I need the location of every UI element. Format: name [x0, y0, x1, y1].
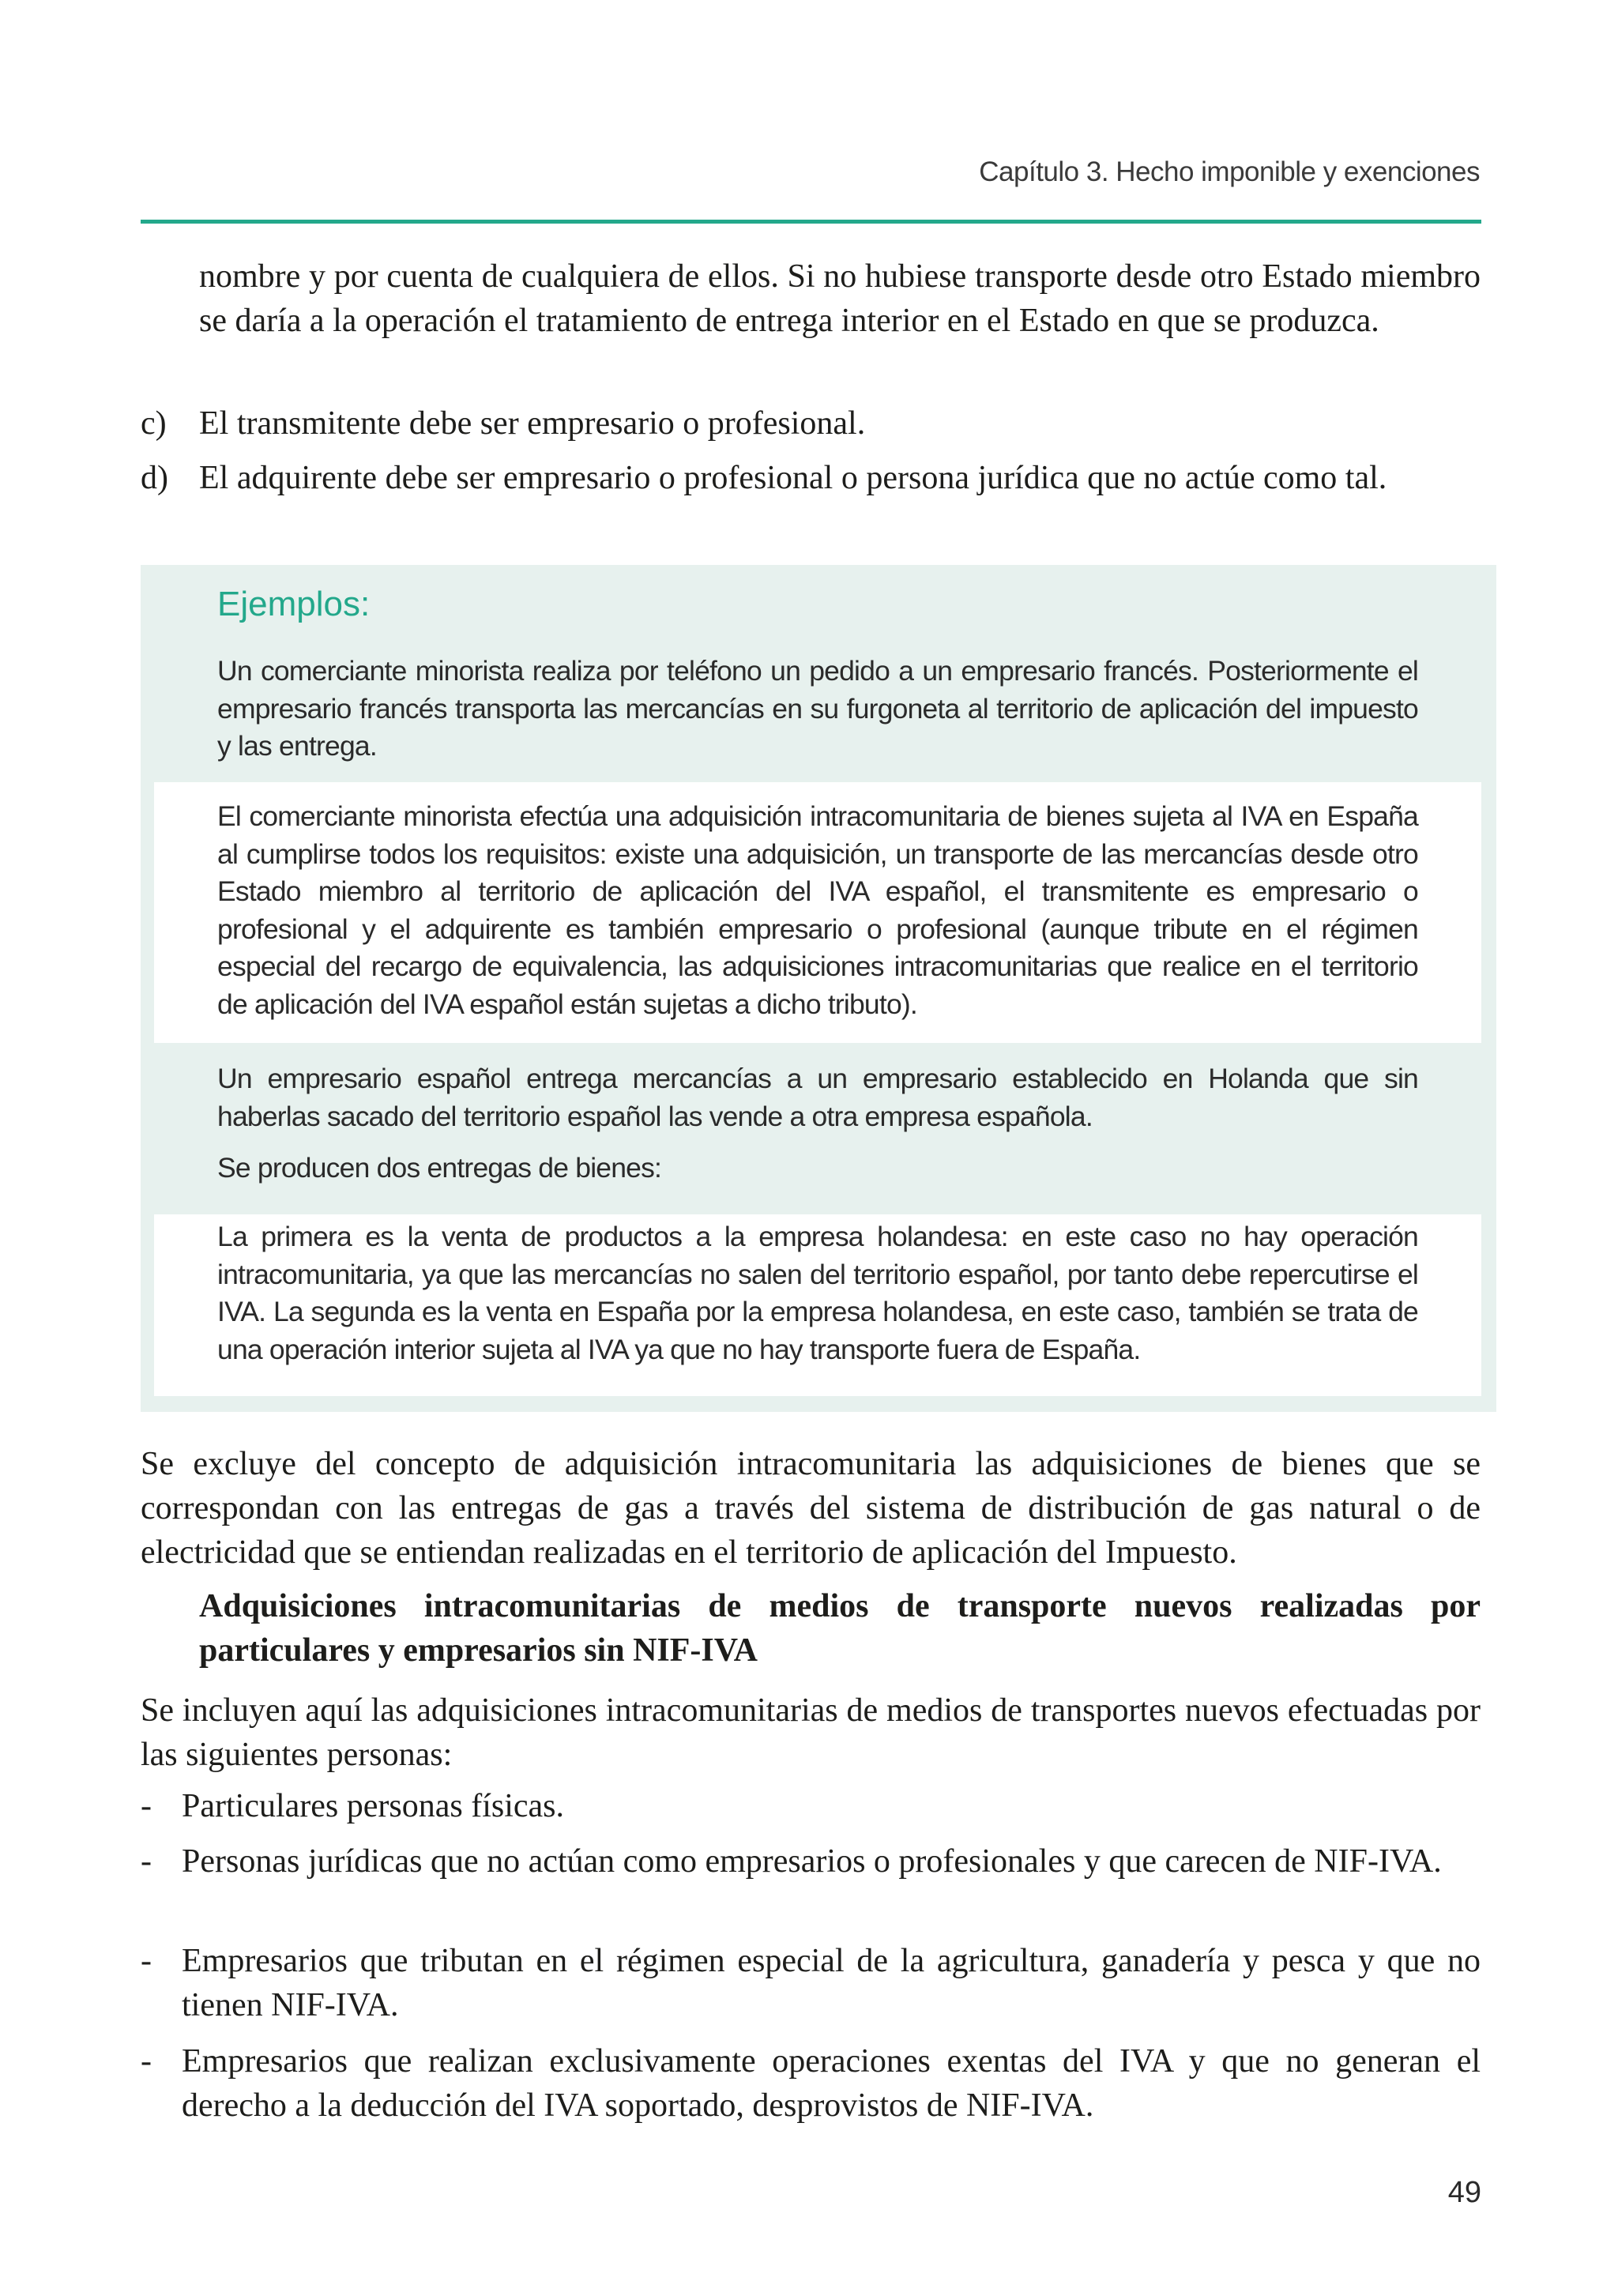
- bullet-dash: -: [141, 2043, 152, 2080]
- requirement-item-c: [141, 401, 1481, 446]
- bullet-dash: -: [141, 1843, 152, 1880]
- bullet-dash: -: [141, 1788, 152, 1824]
- examples-title: Ejemplos:: [217, 585, 371, 623]
- running-header: Capítulo 3. Hecho imponible y exenciones: [979, 156, 1480, 187]
- person-item: [141, 1939, 1481, 2027]
- header-rule: [141, 220, 1481, 224]
- bullet-dash: -: [141, 1943, 152, 1979]
- includes-paragraph: Se incluyen aquí las adquisiciones intracomunitarias de medios de transportes nuevos efectuadas por las siguientes personas:: [141, 1692, 1481, 1773]
- person-item: [141, 1784, 1481, 1828]
- example-1-answer: El comerciante minorista efectúa una adquisición intracomunitaria de bienes sujeta al IVA en España al cumplirse todos los requisitos: existe una adquisición, un transporte de las mercancías desde otro Estado miembro al territorio de aplicación del IVA español, el transmitente es empresario o profesional y el adquirente es también empresario o profesional (aunque tribute en el régimen especial del recargo de equivalencia, las adquisiciones intracomunitarias que realice en el territorio de aplicación del IVA español están sujetas a dicho tributo).: [217, 800, 1418, 1020]
- person-item: [141, 2039, 1481, 2128]
- requirement-item-d: [141, 456, 1481, 544]
- example-2-statement: Un empresario español entrega mercancías a un empresario establecido en Holanda que sin haberlas sacado del territorio español las vende a otra empresa española.: [217, 1063, 1418, 1132]
- page-number: 49: [1447, 2176, 1481, 2209]
- example-2-answer: La primera es la venta de productos a la empresa holandesa: en este caso no hay operación intracomunitaria, ya que las mercancías no salen del territorio español, por tanto debe repercutirse el IVA. La segunda es la venta en España por la empresa holandesa, en este caso, también se trata de una operación interior sujeta al IVA ya que no hay transporte fuera de España.: [217, 1221, 1418, 1365]
- requirement-text: El adquirente debe ser empresario o profesional o persona jurídica que no actúe como tal.: [199, 460, 1387, 496]
- person-item: [141, 1839, 1481, 1928]
- example-2-statement-2: Se producen dos entregas de bienes:: [217, 1152, 662, 1184]
- requirement-text: El transmitente debe ser empresario o profesional.: [199, 405, 866, 442]
- exclusion-paragraph: Se excluye del concepto de adquisición intracomunitaria las adquisiciones de bienes que se correspondan con las entregas de gas a través del sistema de distribución de gas natural o de electricidad que se entiendan realizadas en el territorio de aplicación del Impuesto.: [141, 1446, 1481, 1571]
- intro-continuation: nombre y por cuenta de cualquiera de ellos. Si no hubiese transporte desde otro Estado miembro se daría a la operación el tratamiento de entrega interior en el Estado en que se produzca.: [199, 258, 1481, 339]
- example-1-statement: Un comerciante minorista realiza por teléfono un pedido a un empresario francés. Posteriormente el empresario francés transporta las mercancías en su furgoneta al territorio de aplicación del impuesto y las entrega.: [217, 655, 1418, 762]
- requirement-marker: c): [141, 405, 167, 442]
- person-text: Particulares personas físicas.: [182, 1788, 565, 1824]
- requirement-marker: d): [141, 460, 168, 496]
- section-subheading: Adquisiciones intracomunitarias de medios de transporte nuevos realizadas por particulares y empresarios sin NIF-IVA: [199, 1588, 1481, 1669]
- person-text: Empresarios que tributan en el régimen especial de la agricultura, ganadería y pesca y que no tienen NIF-IVA.: [182, 1943, 1481, 2023]
- person-text: Empresarios que realizan exclusivamente operaciones exentas del IVA y que no generan el derecho a la deducción del IVA soportado, desprovistos de NIF-IVA.: [182, 2043, 1481, 2124]
- person-text: Personas jurídicas que no actúan como empresarios o profesionales y que carecen de NIF-IVA.: [182, 1843, 1442, 1880]
